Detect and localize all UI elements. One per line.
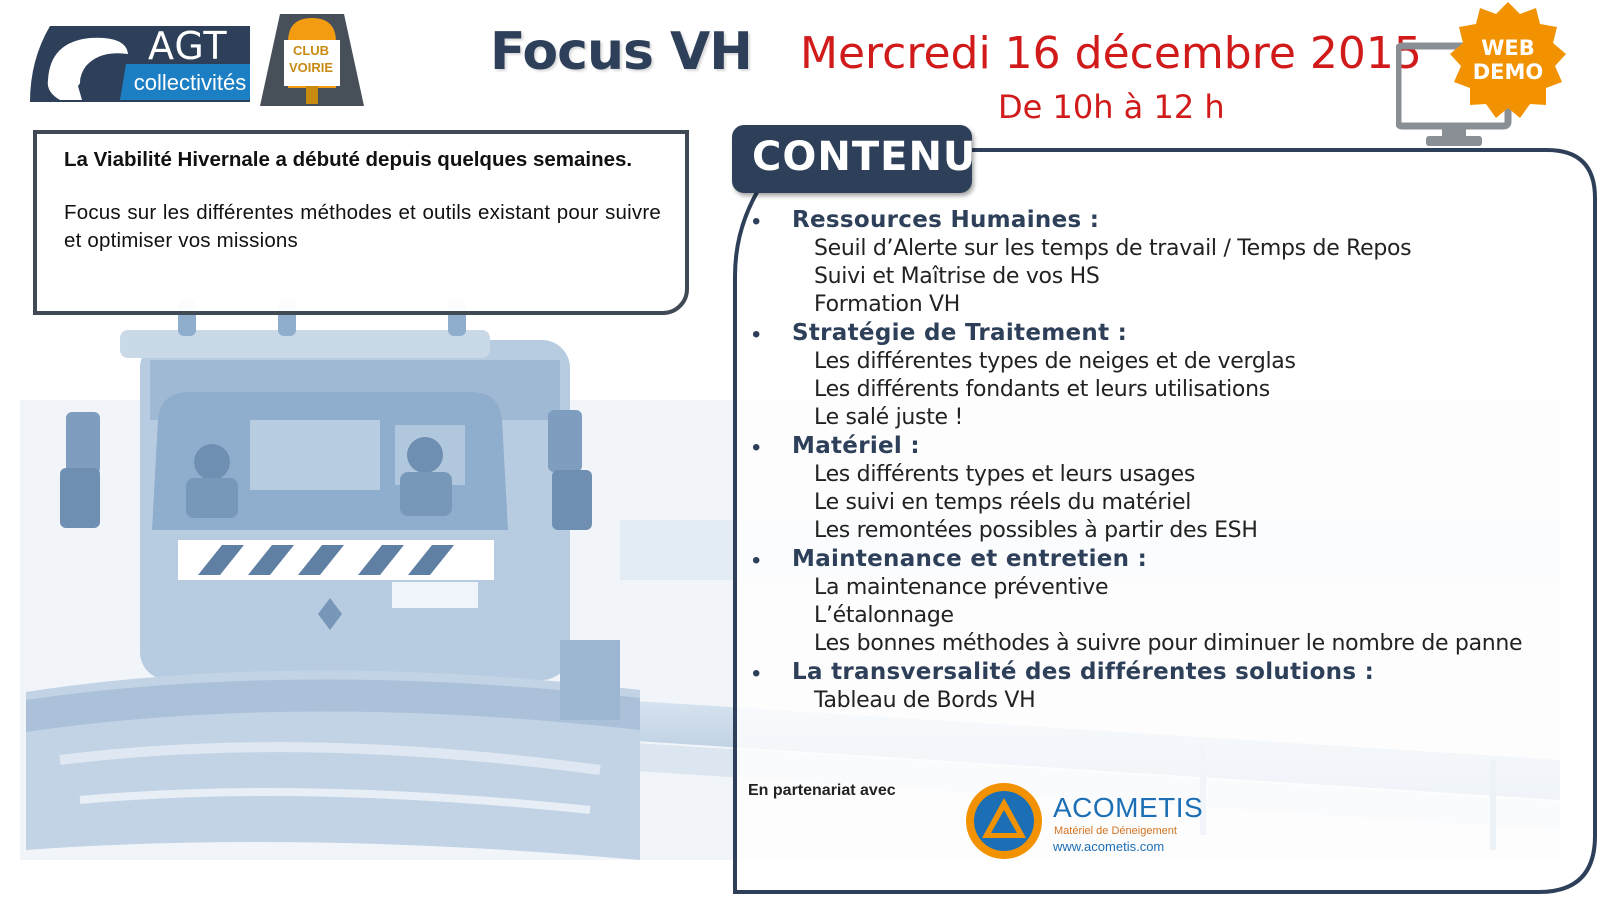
section-materiel	[752, 432, 1572, 545]
bullet-icon: •	[752, 547, 761, 574]
bullet-icon: •	[752, 434, 761, 461]
list-item: Les différents types et leurs usages	[814, 462, 1195, 487]
list-item: Le suivi en temps réels du matériel	[814, 490, 1192, 515]
partner-label: En partenariat avec	[748, 782, 896, 799]
section-maintenance	[752, 545, 1572, 658]
section-transversalite	[752, 658, 1572, 715]
badge-line2: DEMO	[1472, 60, 1544, 84]
badge-line1: WEB	[1481, 36, 1535, 60]
contenu-list	[752, 206, 1572, 715]
club-voirie-logo	[258, 8, 366, 108]
list-item: Le salé juste !	[814, 405, 963, 430]
section-ressources-humaines	[752, 206, 1572, 319]
section-title: La transversalité des différentes solutions :	[792, 659, 1375, 685]
list-item: Formation VH	[814, 292, 961, 317]
section-title: Matériel :	[792, 433, 920, 459]
intro-headline: La Viabilité Hivernale a débuté depuis quelques semaines.	[64, 148, 633, 171]
list-item: L’étalonnage	[814, 603, 954, 628]
list-item: Les bonnes méthodes à suivre pour diminuer le nombre de panne	[814, 631, 1523, 656]
agt-logo-name: AGT	[148, 24, 228, 68]
list-item: Tableau de Bords VH	[814, 688, 1036, 713]
list-item: Les différents fondants et leurs utilisations	[814, 377, 1270, 402]
event-date: Mercredi 16 décembre 2015	[800, 28, 1422, 79]
web-demo-badge	[1396, 2, 1572, 150]
contenu-title: CONTENU	[752, 134, 977, 180]
partner-url: www.acometis.com	[1053, 839, 1165, 854]
acometis-logo-icon	[964, 780, 1060, 862]
intro-box	[33, 130, 689, 315]
list-item: Suivi et Maîtrise de vos HS	[814, 264, 1100, 289]
section-strategie-traitement	[752, 319, 1572, 432]
list-item: La maintenance préventive	[814, 575, 1109, 600]
agt-collectivites-logo	[30, 20, 250, 102]
section-title: Maintenance et entretien :	[792, 546, 1148, 572]
bullet-icon: •	[752, 208, 761, 235]
bullet-icon: •	[752, 321, 761, 348]
section-title: Stratégie de Traitement :	[792, 320, 1128, 346]
partner-tagline: Matériel de Déneigement	[1054, 825, 1177, 837]
list-item: Les remontées possibles à partir des ESH	[814, 518, 1258, 543]
intro-text: Focus sur les différentes méthodes et outils existant pour suivre et optimiser vos missions	[64, 201, 661, 252]
club-logo-line1: CLUB	[292, 43, 330, 58]
event-time: De 10h à 12 h	[998, 88, 1225, 126]
list-item: Les différentes types de neiges et de verglas	[814, 349, 1296, 374]
partner-name: ACOMETIS	[1053, 792, 1204, 823]
section-title: Ressources Humaines :	[792, 207, 1100, 233]
page-title: Focus VH	[490, 22, 752, 82]
club-logo-line2: VOIRIE	[288, 60, 334, 75]
agt-logo-subtitle: collectivités	[133, 70, 247, 95]
bullet-icon: •	[752, 660, 761, 687]
list-item: Seuil d’Alerte sur les temps de travail / Temps de Repos	[814, 236, 1412, 261]
